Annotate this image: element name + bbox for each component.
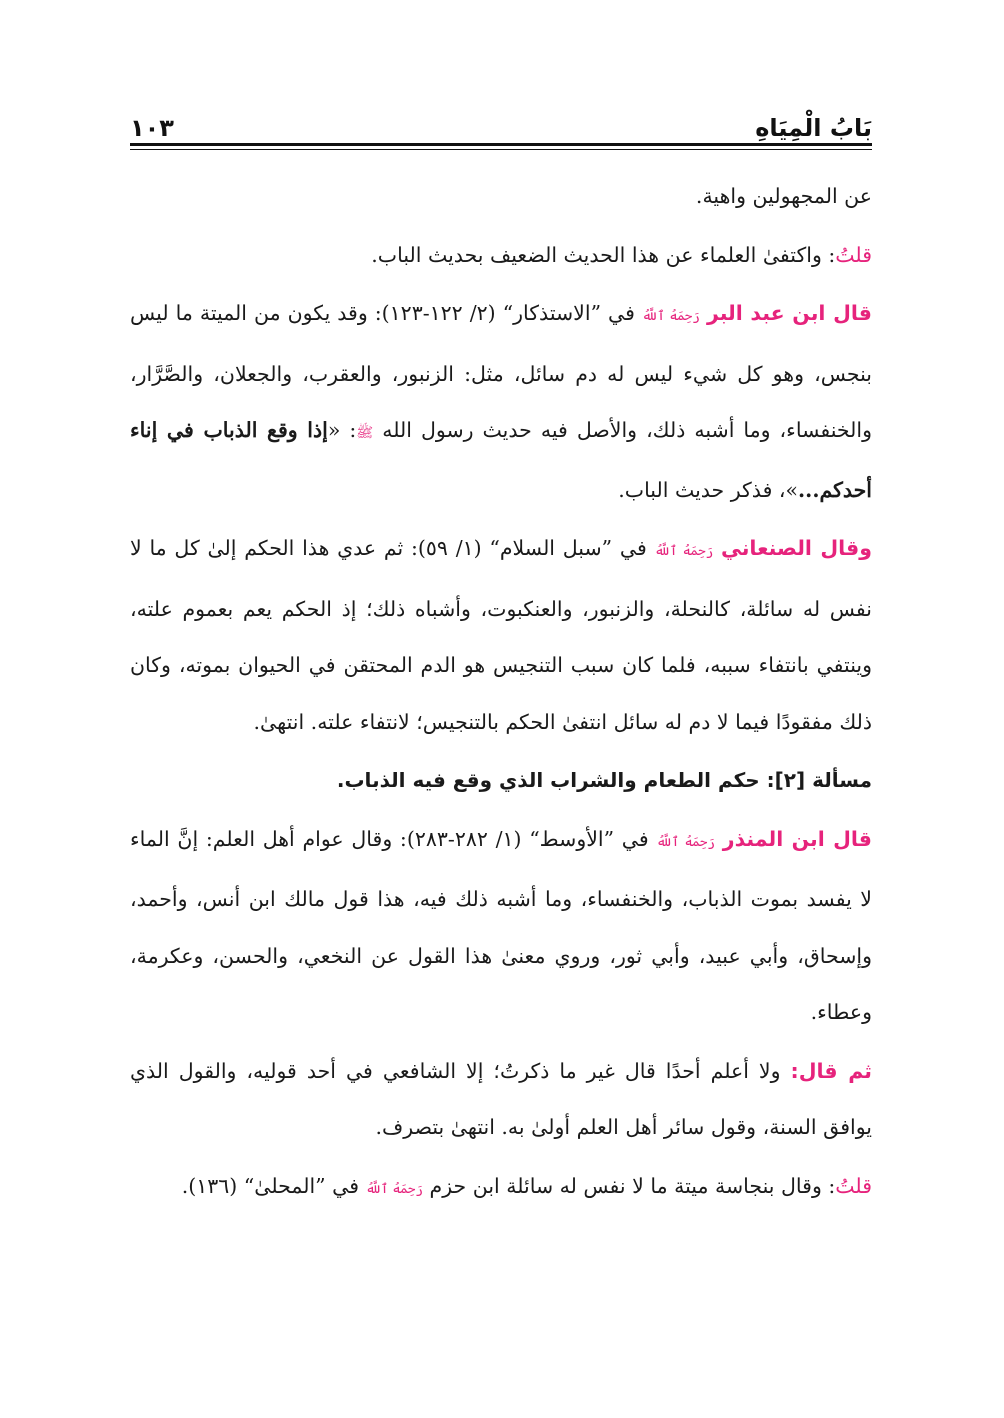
honorific-4: رَحِمَهُ ٱللَّهُ (365, 1181, 424, 1197)
header-rule-thin (130, 149, 872, 150)
paragraph-1 (130, 168, 872, 225)
masala-label: مسألة [٢]: (766, 768, 872, 792)
paragraph-2 (130, 227, 872, 284)
paragraph-5 (130, 811, 872, 1041)
note-label-2: قلتُ (835, 1173, 872, 1198)
paragraph-3 (130, 285, 872, 518)
honorific-1: رَحِمَهُ ٱللَّهُ (641, 309, 700, 324)
speaker-sanani: وقال الصنعاني (720, 536, 872, 560)
paragraph-3-end: »، فذكر حديث الباب. (618, 477, 799, 502)
honorific-2: رَحِمَهُ ٱللَّهُ (654, 544, 714, 559)
paragraph-5-text: في ”الأوسط“ (١/ ٢٨٢-٢٨٣): وقال عوام أهل العلم: إنَّ الماء لا يفسد بموت الذباب، والخنفساء، وما أشبه ذلك فيه، هذا قول مالك ابن أنس، وأحمد، وإسحاق، وأبي عبيد، وأبي ثور، وروي معنىٰ هذا القول عن النخعي، والحسن، وعكرمة، وعطاء. (130, 826, 872, 1024)
page-body (130, 168, 872, 1220)
masala-title: حكم الطعام والشراب الذي وقع فيه الذباب. (336, 768, 767, 792)
speaker-ibn-al-mundhir: قال ابن المنذر (722, 826, 872, 851)
paragraph-6 (130, 1043, 872, 1156)
honorific-3: رَحِمَهُ ٱللَّهُ (656, 834, 716, 850)
page-header (130, 108, 872, 148)
header-rule-thick (130, 143, 872, 146)
paragraph-4-text: في ”سبل السلام“ (١/ ٥٩): ثم عدي هذا الحكم إلىٰ كل ما لا نفس له سائلة، كالنحلة، والزنبور، والعنكبوت، وأشباه ذلك؛ إذ الحكم يعم بعموم علته، وينتفي بانتفاء سببه، فلما كان سبب التنجيس هو الدم المحتقن في الحيوان بموته، وكان ذلك مفقودًا فيما لا دم له سائل انتفىٰ الحكم بالتنجيس؛ لانتفاء علته. انتهىٰ. (130, 536, 872, 734)
paragraph-7 (130, 1158, 872, 1219)
hadith-open: : « (327, 418, 357, 442)
paragraph-3-text: في ”الاستذكار“ (٢/ ١٢٢-١٢٣): وقد يكون من الميتة ما ليس بنجس، وهو كل شيء ليس له دم سائل، مثل: الزنبور، والعقرب، والجعلان، والصَّرَّار، والخنفساء، وما أشبه ذلك، والأصل فيه حديث رسول الله (130, 301, 872, 442)
paragraph-7-text: : وقال بنجاسة ميتة ما لا نفس له سائلة ابن حزم (423, 1173, 836, 1198)
speaker-ibn-abd-al-barr: قال ابن عبد البر (706, 301, 872, 325)
masala-heading (130, 752, 872, 809)
page-number: ١٠٣ (130, 114, 174, 142)
paragraph-2-text: : واكتفىٰ العلماء عن هذا الحديث الضعيف بحديث الباب. (371, 242, 836, 267)
book-page (130, 0, 872, 1418)
paragraph-1-text: عن المجهولين واهية. (695, 184, 872, 208)
paragraph-7-end: في ”المحلىٰ“ (١٣٦). (181, 1173, 366, 1198)
paragraph-6-text: ولا أعلم أحدًا قال غير ما ذكرتُ؛ إلا الشافعي في أحد قوليه، والقول الذي يوافق السنة، وقول سائر أهل العلم أولىٰ به. انتهىٰ بتصرف. (130, 1058, 872, 1139)
salla-glyph: ﷺ (356, 425, 374, 441)
chapter-title: بَابُ الْمِيَاهِ (755, 114, 872, 142)
speaker-then-said: ثم قال: (790, 1058, 872, 1083)
hadith-text: إذا وقع الذباب في إناء أحدكم... (130, 418, 872, 502)
note-label: قلتُ (835, 242, 872, 267)
paragraph-4 (130, 520, 872, 750)
